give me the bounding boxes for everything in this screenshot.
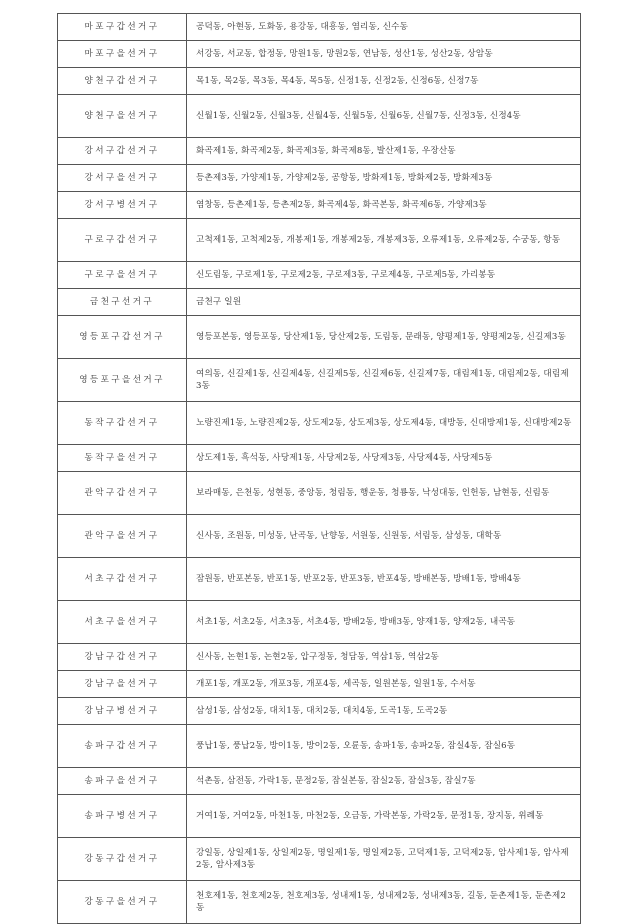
constituency-areas: 노량진제1동, 노량진제2동, 상도제2동, 상도제3동, 상도제4동, 대방동, 신대방제1동, 신대방제2동 [187,402,581,445]
table-row [58,601,581,644]
constituency-areas: 영등포본동, 영등포동, 당산제1동, 당산제2동, 도림동, 문래동, 양평제1동, 양평제2동, 신길제3동 [187,316,581,359]
table-row [58,472,581,515]
constituency-name: 강동구갑선거구 [58,838,187,881]
constituency-name: 강동구을선거구 [58,881,187,924]
constituency-name: 영등포구갑선거구 [58,316,187,359]
table-row [58,768,581,795]
constituency-name: 구로구을선거구 [58,262,187,289]
table-row [58,515,581,558]
constituency-areas: 금천구 일원 [187,289,581,316]
table-row [58,795,581,838]
constituency-areas: 신사동, 조원동, 미성동, 난곡동, 난향동, 서원동, 신원동, 서림동, 삼성동, 대학동 [187,515,581,558]
table-row [58,725,581,768]
constituency-areas: 고척제1동, 고척제2동, 개봉제1동, 개봉제2동, 개봉제3동, 오류제1동, 오류제2동, 수궁동, 항동 [187,219,581,262]
table-row [58,219,581,262]
constituency-name: 송파구갑선거구 [58,725,187,768]
constituency-areas: 개포1동, 개포2동, 개포3동, 개포4동, 세곡동, 일원본동, 일원1동, 수서동 [187,671,581,698]
constituency-name: 구로구갑선거구 [58,219,187,262]
constituency-areas: 신사동, 논현1동, 논현2동, 압구정동, 청담동, 역삼1동, 역삼2동 [187,644,581,671]
constituency-areas: 서초1동, 서초2동, 서초3동, 서초4동, 방배2동, 방배3동, 양재1동, 양재2동, 내곡동 [187,601,581,644]
table-row [58,68,581,95]
table-row [58,262,581,289]
constituency-name: 강서구병선거구 [58,192,187,219]
constituency-areas: 강일동, 상일제1동, 상일제2동, 명일제1동, 명일제2동, 고덕제1동, 고덕제2동, 암사제1동, 암사제2동, 암사제3동 [187,838,581,881]
constituency-name: 관악구을선거구 [58,515,187,558]
constituency-areas: 화곡제1동, 화곡제2동, 화곡제3동, 화곡제8동, 발산제1동, 우장산동 [187,138,581,165]
constituency-name: 강남구병선거구 [58,698,187,725]
table-row [58,558,581,601]
table-row [58,881,581,924]
constituency-name: 관악구갑선거구 [58,472,187,515]
constituency-areas: 여의동, 신길제1동, 신길제4동, 신길제5동, 신길제6동, 신길제7동, 대림제1동, 대림제2동, 대림제3동 [187,359,581,402]
constituency-name: 강남구갑선거구 [58,644,187,671]
table-row [58,698,581,725]
constituency-name: 강남구을선거구 [58,671,187,698]
constituency-areas: 목1동, 목2동, 목3동, 목4동, 목5동, 신정1동, 신정2동, 신정6동, 신정7동 [187,68,581,95]
constituency-name: 강서구을선거구 [58,165,187,192]
constituency-areas: 서강동, 서교동, 합정동, 망원1동, 망원2동, 연남동, 성산1동, 성산2동, 상암동 [187,41,581,68]
table-row [58,41,581,68]
constituency-name: 동작구을선거구 [58,445,187,472]
constituency-areas: 신도림동, 구로제1동, 구로제2동, 구로제3동, 구로제4동, 구로제5동, 가리봉동 [187,262,581,289]
table-row [58,359,581,402]
table-row [58,192,581,219]
constituency-areas: 천호제1동, 천호제2동, 천호제3동, 성내제1동, 성내제2동, 성내제3동, 길동, 둔촌제1동, 둔촌제2동 [187,881,581,924]
constituency-areas: 잠원동, 반포본동, 반포1동, 반포2동, 반포3동, 반포4동, 방배본동, 방배1동, 방배4동 [187,558,581,601]
constituency-areas: 보라매동, 은천동, 성현동, 중앙동, 청림동, 행운동, 청룡동, 낙성대동, 인헌동, 남현동, 신림동 [187,472,581,515]
constituency-areas: 풍납1동, 풍납2동, 방이1동, 방이2동, 오륜동, 송파1동, 송파2동, 잠실4동, 잠실6동 [187,725,581,768]
constituency-areas: 공덕동, 아현동, 도화동, 용강동, 대흥동, 염리동, 신수동 [187,14,581,41]
table-row [58,289,581,316]
constituency-areas: 염창동, 등촌제1동, 등촌제2동, 화곡제4동, 화곡본동, 화곡제6동, 가양제3동 [187,192,581,219]
constituency-name: 영등포구을선거구 [58,359,187,402]
constituency-name: 마포구갑선거구 [58,14,187,41]
table-row [58,165,581,192]
constituency-areas: 등촌제3동, 가양제1동, 가양제2동, 공항동, 방화제1동, 방화제2동, 방화제3동 [187,165,581,192]
table-row [58,14,581,41]
constituency-name: 동작구갑선거구 [58,402,187,445]
constituency-name: 송파구을선거구 [58,768,187,795]
table-row [58,644,581,671]
constituency-areas: 신월1동, 신월2동, 신월3동, 신월4동, 신월5동, 신월6동, 신월7동, 신정3동, 신정4동 [187,95,581,138]
constituency-areas: 상도제1동, 흑석동, 사당제1동, 사당제2동, 사당제3동, 사당제4동, 사당제5동 [187,445,581,472]
constituency-areas: 거여1동, 거여2동, 마천1동, 마천2동, 오금동, 가락본동, 가락2동, 문정1동, 장지동, 위례동 [187,795,581,838]
district-table [57,13,581,924]
table-row [58,671,581,698]
table-row [58,95,581,138]
constituency-areas: 삼성1동, 삼성2동, 대치1동, 대치2동, 대치4동, 도곡1동, 도곡2동 [187,698,581,725]
constituency-name: 금천구선거구 [58,289,187,316]
constituency-name: 양천구을선거구 [58,95,187,138]
constituency-name: 양천구갑선거구 [58,68,187,95]
constituency-name: 서초구갑선거구 [58,558,187,601]
table-row [58,138,581,165]
table-row [58,402,581,445]
table-row [58,316,581,359]
constituency-name: 서초구을선거구 [58,601,187,644]
table-row [58,445,581,472]
table-row [58,838,581,881]
constituency-name: 강서구갑선거구 [58,138,187,165]
district-table-body [58,14,581,924]
constituency-areas: 석촌동, 삼전동, 가락1동, 문정2동, 잠실본동, 잠실2동, 잠실3동, 잠실7동 [187,768,581,795]
constituency-name: 마포구을선거구 [58,41,187,68]
constituency-name: 송파구병선거구 [58,795,187,838]
